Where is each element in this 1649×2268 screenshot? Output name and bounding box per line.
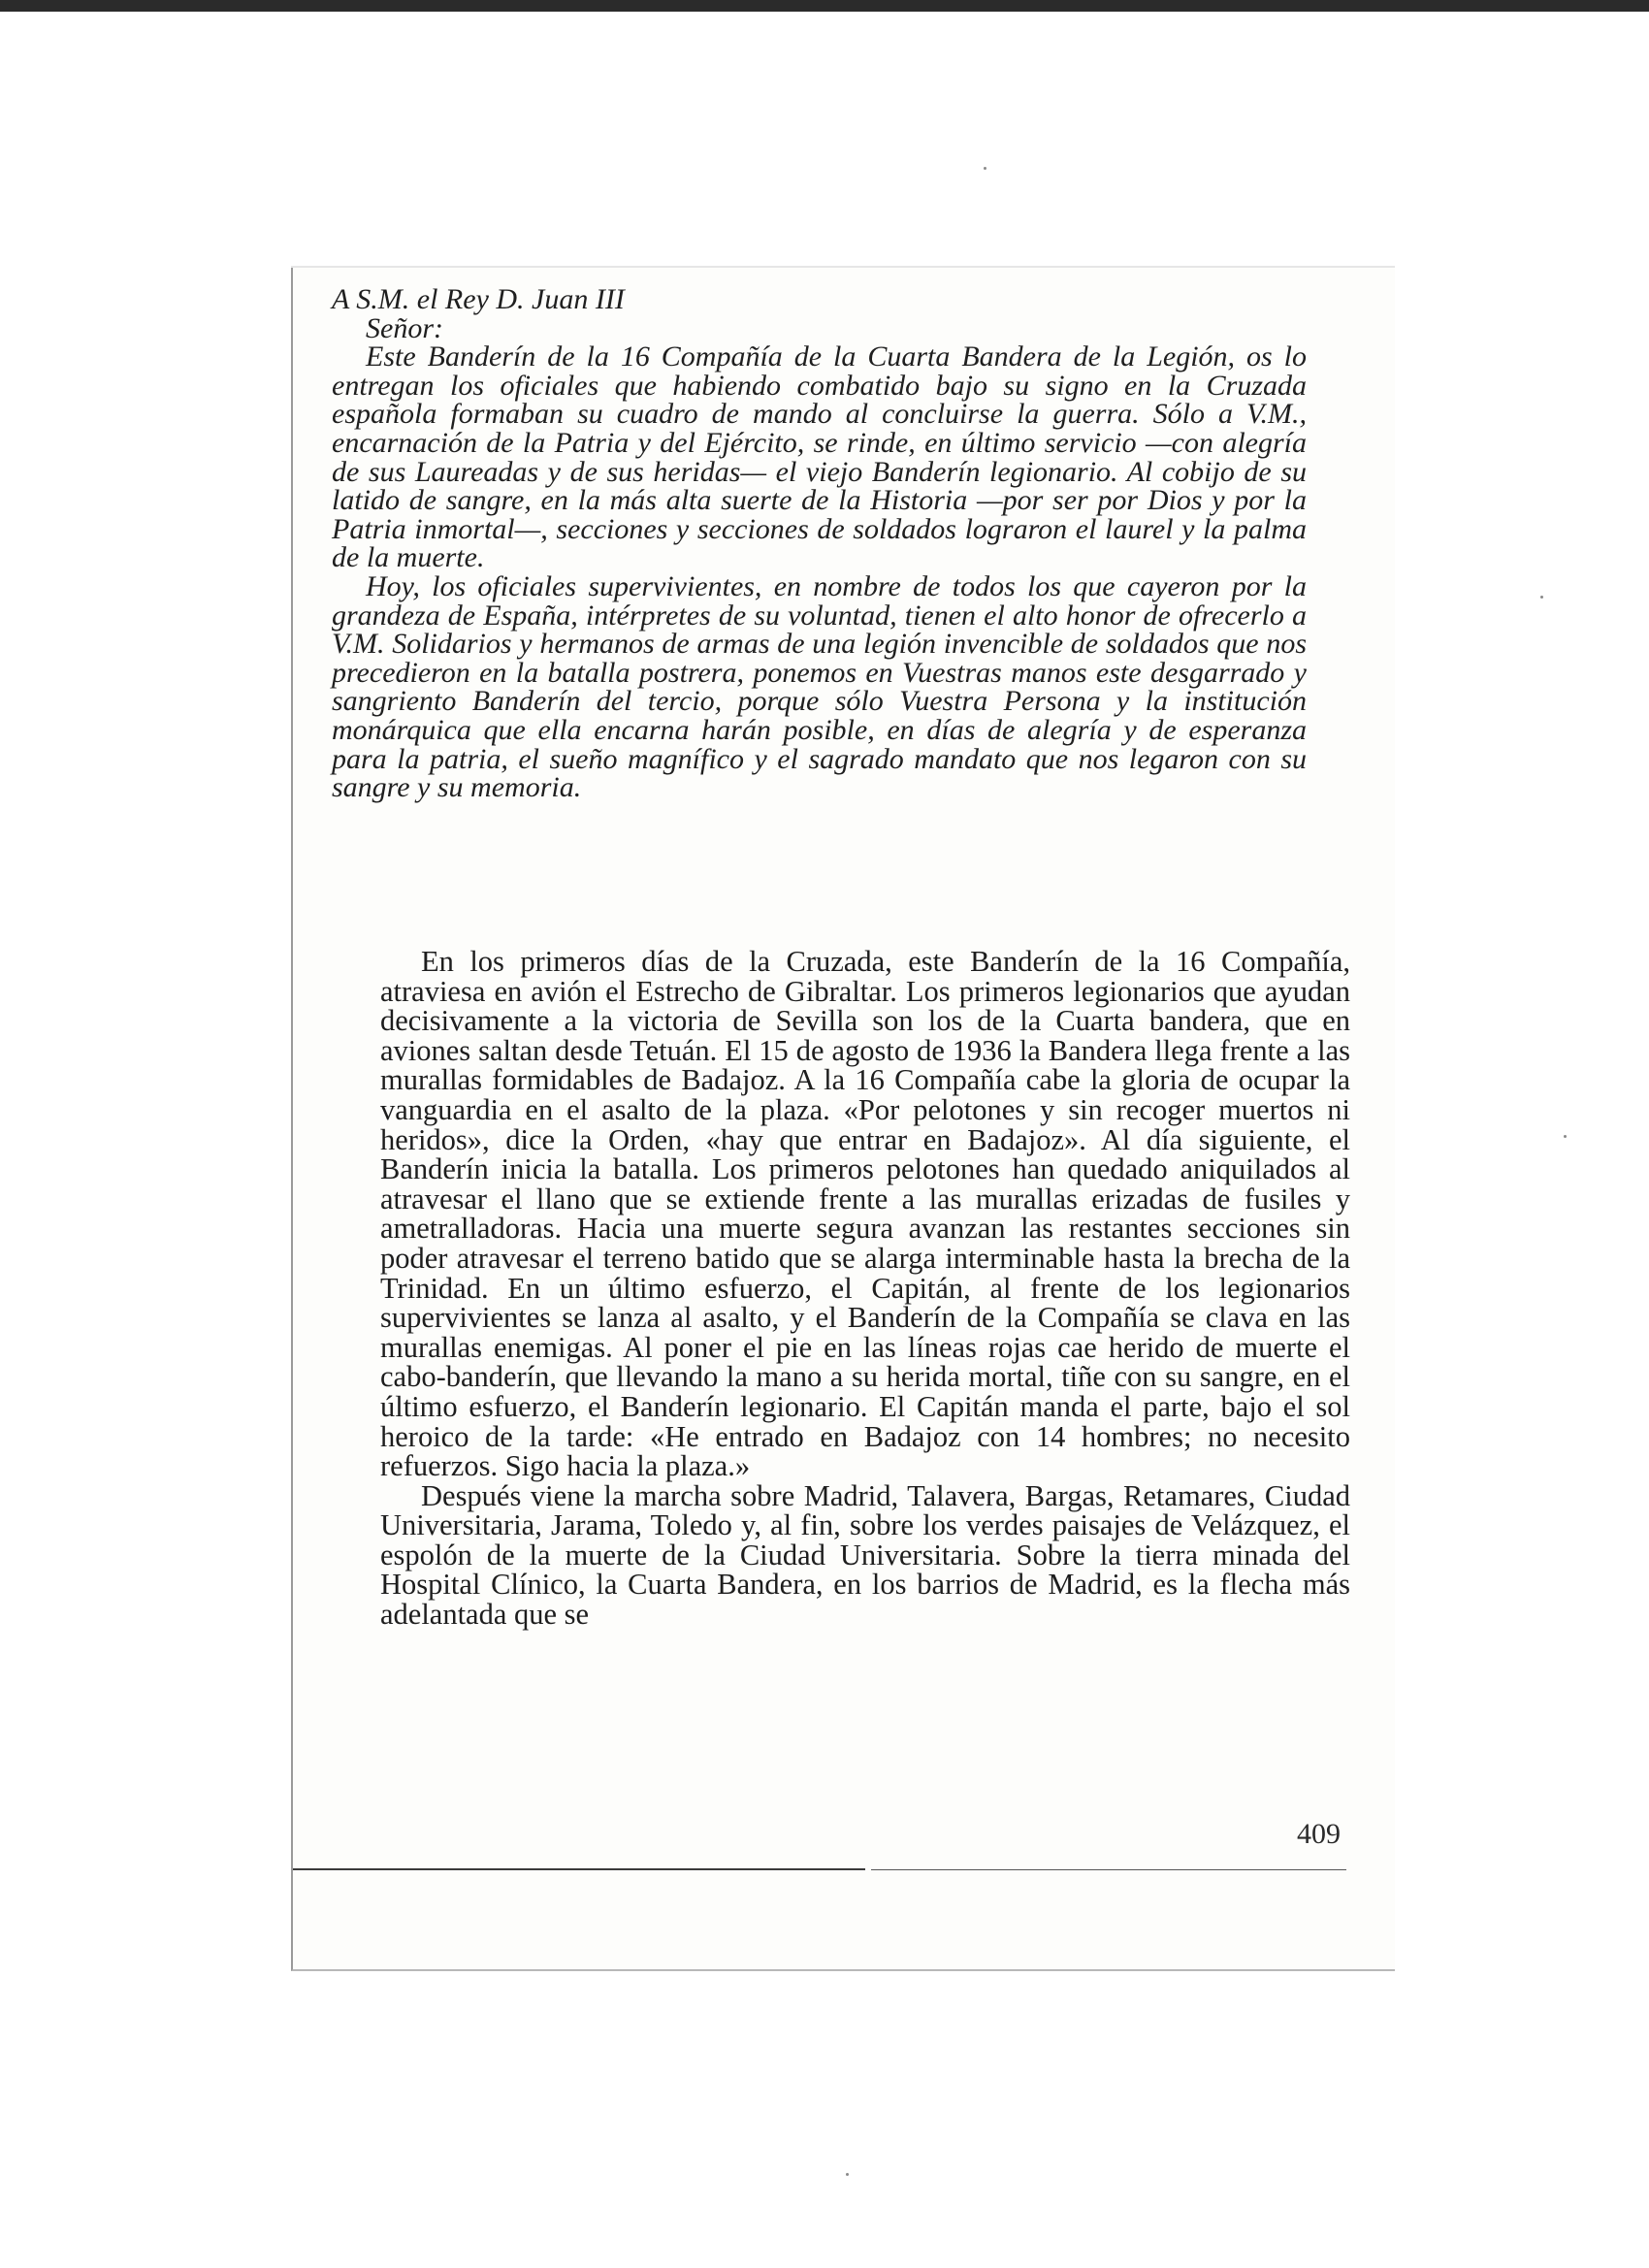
page-number: 409 <box>1297 1818 1341 1850</box>
letter-paragraph: Hoy, los oficiales supervivientes, en nombre de todos los que cayeron por la grandeza de España, intérpretes de su voluntad, tienen el alto honor de ofrecerlo a V.M. Solidarios y hermanos de armas de una legión invencible de soldados que nos precedieron en la batalla postrera, ponemos en Vuestras manos este desgarrado y sangriento Banderín del tercio, porque sólo Vuestra Persona y la institución monárquica que ella encarna harán posible, en días de alegría y de esperanza para la patria, el sueño magnífico y el sagrado mandato que nos legaron con su sangre y su memoria. <box>332 569 1307 804</box>
scan-speck <box>846 2173 849 2176</box>
letter-salutation: A S.M. el Rey D. Juan III <box>332 283 625 315</box>
body-text <box>380 947 1350 1630</box>
scan-speck <box>1564 1135 1567 1138</box>
scan-speck <box>984 167 986 170</box>
letter-paragraph: Este Banderín de la 16 Compañía de la Cuarta Bandera de la Legión, os lo entregan los oficiales que habiendo combatido bajo su signo en la Cruzada española formaban su cuadro de mando al concluirse la guerra. Sólo a V.M., encarnación de la Patria y del Ejército, se rinde, en último servicio —con alegría de sus Laureadas y de sus heridas— el viejo Banderín legionario. Al cobijo de su latido de sangre, en la más alta suerte de la Historia —por ser por Dios y por la Patria inmortal—, secciones y secciones de soldados lograron el laurel y la palma de la muerte. <box>332 340 1307 574</box>
scan-speck <box>1540 596 1543 599</box>
footer-rule <box>293 1868 865 1870</box>
scan-top-edge <box>0 0 1649 12</box>
footer-rule <box>871 1869 1346 1870</box>
letter-address: Señor: <box>366 311 443 344</box>
body-paragraph: Después viene la marcha sobre Madrid, Talavera, Bargas, Retamares, Ciudad Universitaria, Jarama, Toledo y, al fin, sobre los verdes paisajes de Velázquez, el espolón de la muerte de la Ciudad Universitaria. Sobre la tierra minada del Hospital Clínico, la Cuarta Bandera, en los barrios de Madrid, es la flecha más adelantada que se <box>380 1478 1350 1632</box>
dedication-letter <box>332 285 1307 802</box>
body-paragraph: En los primeros días de la Cruzada, este Banderín de la 16 Compañía, atraviesa en avión el Estrecho de Gibraltar. Los primeros legionarios que ayudan decisivamente a la victoria de Sevilla son los de la Cuarta bandera, que en aviones saltan desde Tetuán. El 15 de agosto de 1936 la Bandera llega frente a las murallas formidables de Badajoz. A la 16 Compañía cabe la gloria de ocupar la vanguardia en el asalto de la plaza. «Por pelotones y sin recoger muertos ni heridos», dice la Orden, «hay que entrar en Badajoz». Al día siguiente, el Banderín inicia la batalla. Los primeros pelotones han quedado aniquilados al atravesar el llano que se extiende frente a las murallas erizadas de fusiles y ametralladoras. Hacia una muerte segura avanzan las restantes secciones sin poder atravesar el terreno batido que se alarga interminable hasta la brecha de la Trinidad. En un último esfuerzo, el Capitán, al frente de los legionarios supervivientes se lanza al asalto, y el Banderín de la Compañía se clava en las murallas enemigas. Al poner el pie en las líneas rojas cae herido de muerte el cabo-banderín, que llevando la mano a su herida mortal, tiñe con su sangre, en el último esfuerzo, el Banderín legionario. El Capitán manda el parte, bajo el sol heroico de la tarde: «He entrado en Badajoz con 14 hombres; no necesito refuerzos. Sigo hacia la plaza.» <box>380 945 1350 1483</box>
document-page <box>291 268 1395 1971</box>
